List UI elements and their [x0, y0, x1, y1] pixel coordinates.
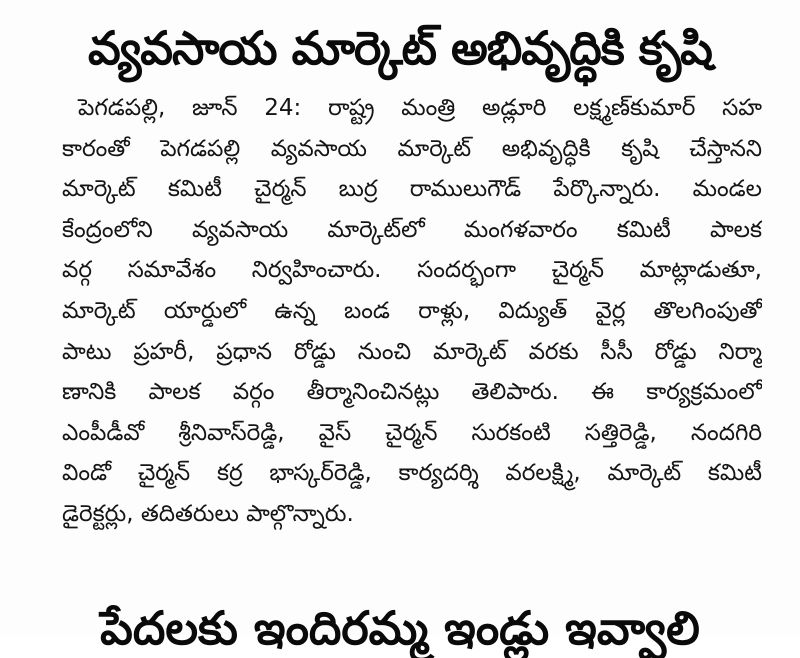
article-headline: వ్యవసాయ మార్కెట్ అభివృద్ధికి కృషి: [88, 21, 712, 75]
article-body-line: కేంద్రంలోని వ్యవసాయ మార్కెట్‌లో మంగళవారం కమిటీ పాలక: [62, 216, 762, 243]
article-body-line: పాటు ప్రహరీ, ప్రధాన రోడ్డు నుంచి మార్కెట్ వరకు సీసీ రోడ్డు నిర్మా: [62, 338, 762, 365]
article-body-line: వర్గ సమావేశం నిర్వహించారు. సందర్భంగా చైర్మన్ మాట్లాడుతూ,: [62, 257, 762, 284]
article-body-line: మార్కెట్ యార్డులో ఉన్న బండ రాళ్లు, విద్యుత్ వైర్ల తొలగింపుతో: [62, 297, 762, 324]
article-body-line: కారంతో పెగడపల్లి వ్యవసాయ మార్కెట్ అభివృద్ధికి కృషి చేస్తానని: [62, 135, 762, 162]
article-body: [62, 88, 762, 535]
article-body-line: విండో చైర్మన్ కర్ర భాస్కర్‌రెడ్డి, కార్యదర్శి వరలక్ష్మి, మార్కెట్ కమిటీ: [62, 460, 762, 487]
article-body-line: డైరెక్టర్లు, తదితరులు పాల్గొన్నారు.: [62, 500, 354, 527]
next-article-headline: పేదలకు ఇందిరమ్మ ఇండ్లు ఇవ్వాలి: [100, 601, 700, 655]
article-body-line: పెగడపల్లి, జూన్ 24: రాష్ట్ర మంత్రి అడ్లూరి లక్ష్మణ్‌కుమార్ సహ: [78, 95, 762, 121]
article-body-line: మార్కెట్ కమిటీ చైర్మన్ బుర్ర రాములుగౌడ్ పేర్కొన్నారు. మండల: [62, 176, 762, 203]
article-body-line: ణానికి పాలక వర్గం తీర్మానించినట్లు తెలిపారు. ఈ కార్యక్రమంలో: [62, 379, 762, 406]
article-body-line: ఎంపీడీవో శ్రీనివాస్‌రెడ్డి, వైస్ చైర్మన్ సురకంటి సత్తిరెడ్డి, నందగిరి: [62, 419, 762, 446]
